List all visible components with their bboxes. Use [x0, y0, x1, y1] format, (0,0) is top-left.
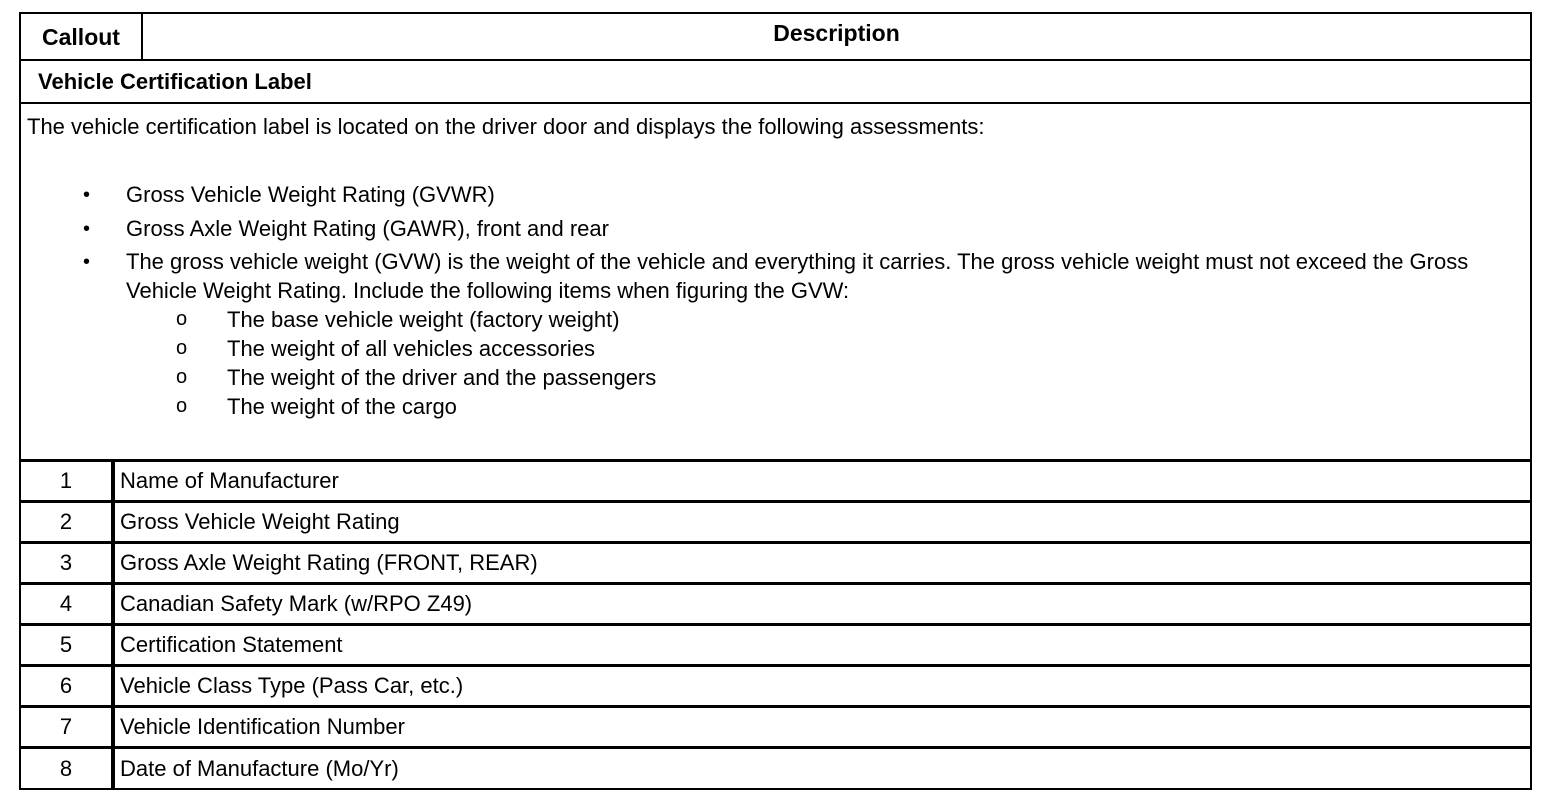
sub-bullet-list: [126, 305, 1530, 421]
callout-number: 7: [21, 708, 115, 746]
callout-number: 3: [21, 544, 115, 582]
sub-bullet-item: [126, 392, 1530, 421]
table-row: [21, 749, 1530, 788]
callout-number: 1: [21, 462, 115, 500]
sub-bullet-item: [126, 305, 1530, 334]
callout-description: Certification Statement: [120, 632, 343, 657]
table-row: [21, 667, 1530, 708]
circle-bullet-icon: o: [176, 308, 188, 330]
callout-number: 4: [21, 585, 115, 623]
table-header-row: [21, 14, 1530, 61]
bullet-item: [27, 215, 1530, 244]
callout-description: Name of Manufacturer: [120, 468, 339, 493]
table-row: [21, 626, 1530, 667]
circle-bullet-icon: o: [176, 366, 188, 388]
circle-bullet-icon: o: [176, 395, 188, 417]
bullet-text: The gross vehicle weight (GVW) is the weight of the vehicle and everything it carries. The gross vehicle weight must not exceed the Gross Vehicle Weight Rating. Include the following items when figuring the GVW:: [126, 249, 1469, 303]
callout-description: Vehicle Class Type (Pass Car, etc.): [120, 673, 464, 698]
bullet-text: Gross Vehicle Weight Rating (GVWR): [126, 182, 495, 207]
callout-description: Date of Manufacture (Mo/Yr): [120, 755, 399, 781]
table-row: [21, 462, 1530, 503]
intro-text: The vehicle certification label is located on the driver door and displays the following assessments:: [27, 114, 985, 139]
sub-bullet-item: [126, 334, 1530, 363]
sub-bullet-item: [126, 363, 1530, 392]
callout-number: 8: [21, 749, 115, 788]
bullet-text: Gross Axle Weight Rating (GAWR), front and rear: [126, 215, 609, 241]
table-row: [21, 708, 1530, 749]
bullet-item: [27, 181, 1530, 210]
callout-number: 5: [21, 626, 115, 664]
circle-bullet-icon: o: [176, 337, 188, 359]
callout-description: Gross Axle Weight Rating (FRONT, REAR): [120, 550, 538, 575]
description-column-header: Description: [773, 20, 900, 46]
sub-bullet-text: The base vehicle weight (factory weight): [227, 307, 620, 332]
callout-number: 2: [21, 503, 115, 541]
description-block: [21, 104, 1530, 462]
bullet-icon: •: [83, 217, 91, 240]
table-row: [21, 585, 1530, 626]
section-title: Vehicle Certification Label: [21, 61, 1530, 104]
callout-description: Canadian Safety Mark (w/RPO Z49): [120, 591, 473, 616]
callout-number: 6: [21, 667, 115, 705]
bullet-icon: •: [83, 251, 91, 273]
table-row: [21, 503, 1530, 544]
sub-bullet-text: The weight of all vehicles accessories: [227, 336, 596, 361]
callout-rows: [21, 462, 1530, 788]
sub-bullet-text: The weight of the cargo: [227, 394, 457, 419]
sub-bullet-text: The weight of the driver and the passengers: [227, 365, 657, 390]
callout-table: [19, 12, 1532, 790]
bullet-item: [27, 248, 1530, 421]
callout-description: Gross Vehicle Weight Rating: [120, 509, 400, 534]
callout-description: Vehicle Identification Number: [120, 714, 405, 739]
table-row: [21, 544, 1530, 585]
callout-column-header: Callout: [21, 14, 143, 59]
bullet-icon: •: [83, 184, 91, 206]
bullet-list: [27, 181, 1530, 421]
